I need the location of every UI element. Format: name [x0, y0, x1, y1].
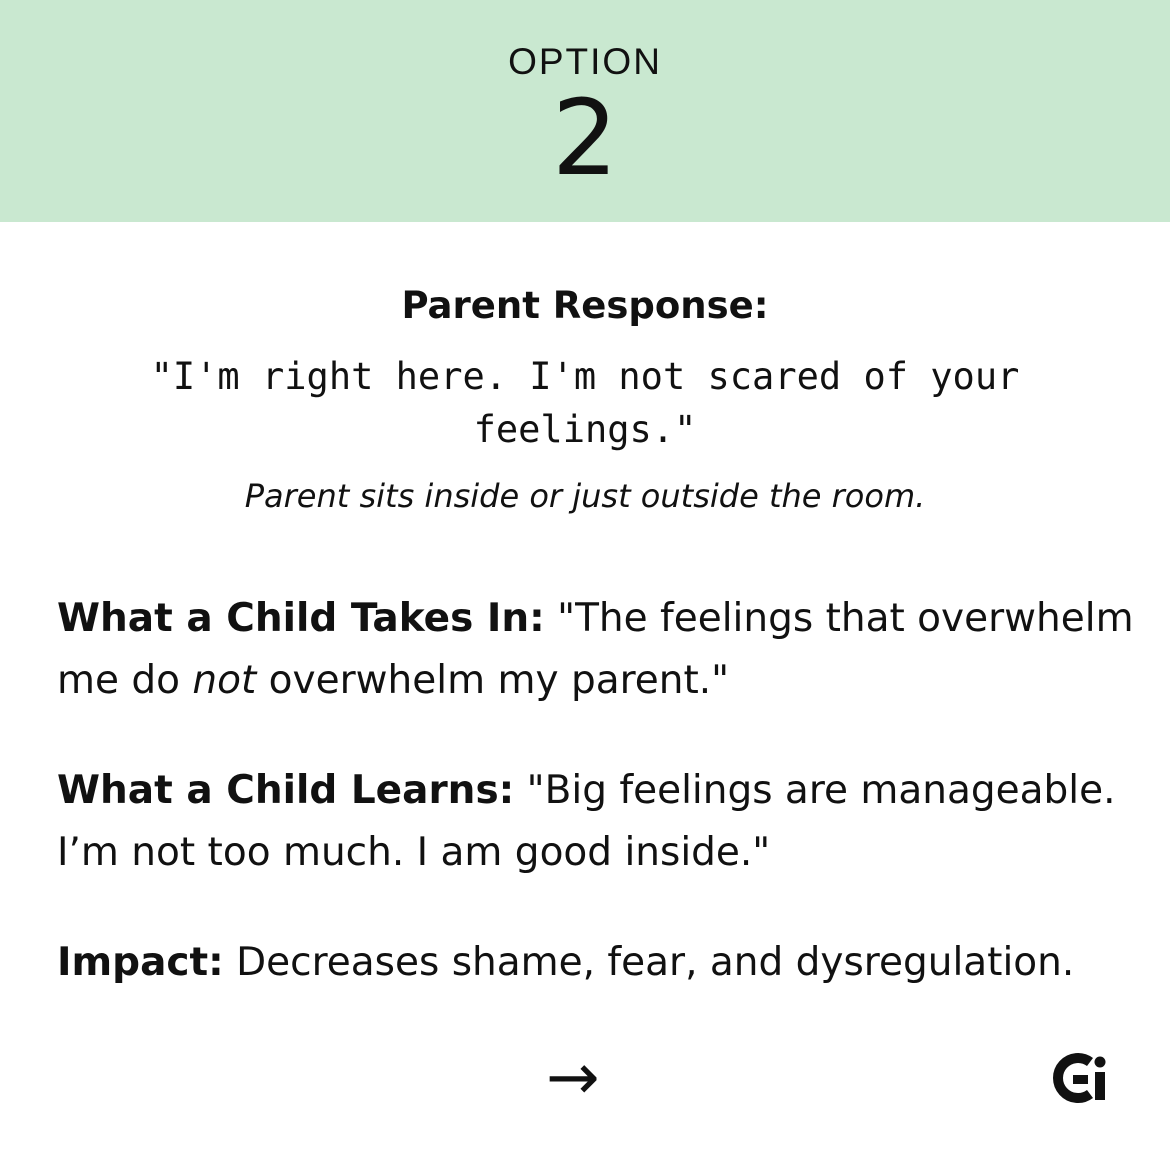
impact-label: Impact: — [57, 940, 224, 985]
good-inside-logo-icon — [1050, 1050, 1108, 1106]
child-takes-in-text-after: overwhelm my parent." — [256, 658, 730, 703]
child-takes-in-emphasis: not — [192, 658, 257, 703]
impact-section — [57, 932, 1147, 994]
child-learns-text: "Big feelings are manageable. I’m not too much. I am good inside." — [57, 768, 1116, 875]
child-learns-section — [57, 760, 1147, 884]
option-label: OPTION — [508, 41, 662, 82]
impact-text: Decreases shame, fear, and dysregulation. — [223, 940, 1075, 985]
child-takes-in-text-before: "The feelings that overwhelm me do — [57, 596, 1134, 703]
parent-response-quote: "I'm right here. I'm not scared of your feelings." — [150, 355, 1020, 451]
child-takes-in-label: What a Child Takes In: — [57, 596, 545, 641]
parent-response-note: Parent sits inside or just outside the room. — [244, 477, 926, 515]
parent-response-title: Parent Response: — [401, 284, 769, 327]
option-number: 2 — [551, 77, 619, 199]
child-takes-in-section — [57, 588, 1147, 712]
header-band — [0, 0, 1170, 222]
arrow-right-icon[interactable]: → — [546, 1041, 600, 1115]
child-learns-label: What a Child Learns: — [57, 768, 515, 813]
